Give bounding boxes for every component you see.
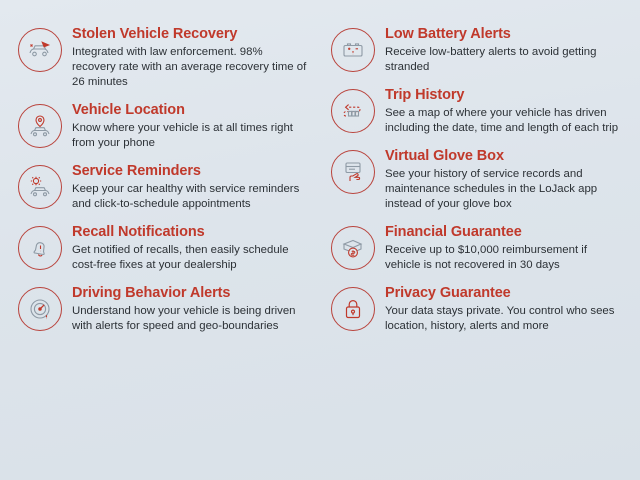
feature-recall-notifications	[18, 224, 309, 273]
virtual-glove-box-hand-document-icon	[331, 150, 375, 194]
feature-driving-behavior-alerts	[18, 285, 309, 334]
feature-text	[72, 163, 309, 212]
feature-title: Trip History	[385, 86, 465, 103]
feature-description: See a map of where your vehicle has driven including the date, time and length of each trip	[385, 106, 619, 134]
feature-stolen-vehicle-recovery	[18, 26, 309, 90]
stolen-vehicle-recovery-icon	[18, 28, 62, 72]
feature-column-left	[18, 26, 309, 466]
feature-privacy-guarantee	[331, 285, 622, 334]
feature-title: Virtual Glove Box	[385, 147, 504, 164]
feature-column-right	[331, 26, 622, 466]
feature-title: Low Battery Alerts	[385, 26, 511, 42]
feature-vehicle-location	[18, 102, 309, 151]
feature-description: Your data stays private. You control who sees location, history, alerts and more	[385, 304, 615, 332]
feature-description: Understand how your vehicle is being driven with alerts for speed and geo-boundaries	[72, 304, 296, 332]
trip-history-route-icon	[331, 89, 375, 133]
feature-text	[72, 224, 309, 273]
feature-title: Vehicle Location	[72, 102, 185, 119]
driving-behavior-alerts-speedometer-icon	[18, 287, 62, 331]
feature-description: Receive up to $10,000 reimbursement if vehicle is not recovered in 30 days	[385, 243, 587, 271]
low-battery-alerts-battery-icon	[331, 28, 375, 72]
feature-title: Recall Notifications	[72, 224, 205, 241]
feature-text	[72, 26, 309, 90]
feature-text	[385, 224, 622, 273]
feature-description: Know where your vehicle is at all times right from your phone	[72, 121, 293, 149]
feature-title: Driving Behavior Alerts	[72, 285, 231, 302]
feature-title: Privacy Guarantee	[385, 285, 511, 302]
feature-description: Integrated with law enforcement. 98% recovery rate with an average recovery time of 26 minutes	[72, 45, 307, 88]
feature-text	[72, 285, 309, 334]
feature-description: Keep your car healthy with service reminders and click-to-schedule appointments	[72, 182, 300, 210]
feature-service-reminders	[18, 163, 309, 212]
feature-virtual-glove-box	[331, 148, 622, 212]
feature-description: See your history of service records and maintenance schedules in the LoJack app instead of your glove box	[385, 167, 598, 210]
feature-text	[385, 148, 622, 212]
feature-trip-history	[331, 87, 622, 136]
feature-title: Stolen Vehicle Recovery	[72, 26, 238, 42]
recall-notifications-bell-icon	[18, 226, 62, 270]
feature-title: Service Reminders	[72, 163, 201, 180]
financial-guarantee-money-tag-icon	[331, 226, 375, 270]
feature-title: Financial Guarantee	[385, 224, 522, 241]
feature-text	[385, 26, 622, 75]
service-reminders-gear-car-icon	[18, 165, 62, 209]
feature-description: Receive low-battery alerts to avoid getting stranded	[385, 45, 597, 73]
privacy-guarantee-lock-icon	[331, 287, 375, 331]
feature-text	[72, 102, 309, 151]
feature-text	[385, 285, 622, 334]
feature-text	[385, 87, 622, 136]
vehicle-location-pin-icon	[18, 104, 62, 148]
feature-columns	[18, 26, 622, 466]
feature-low-battery-alerts	[331, 26, 622, 75]
feature-financial-guarantee	[331, 224, 622, 273]
feature-description: Get notified of recalls, then easily schedule cost-free fixes at your dealership	[72, 243, 289, 271]
